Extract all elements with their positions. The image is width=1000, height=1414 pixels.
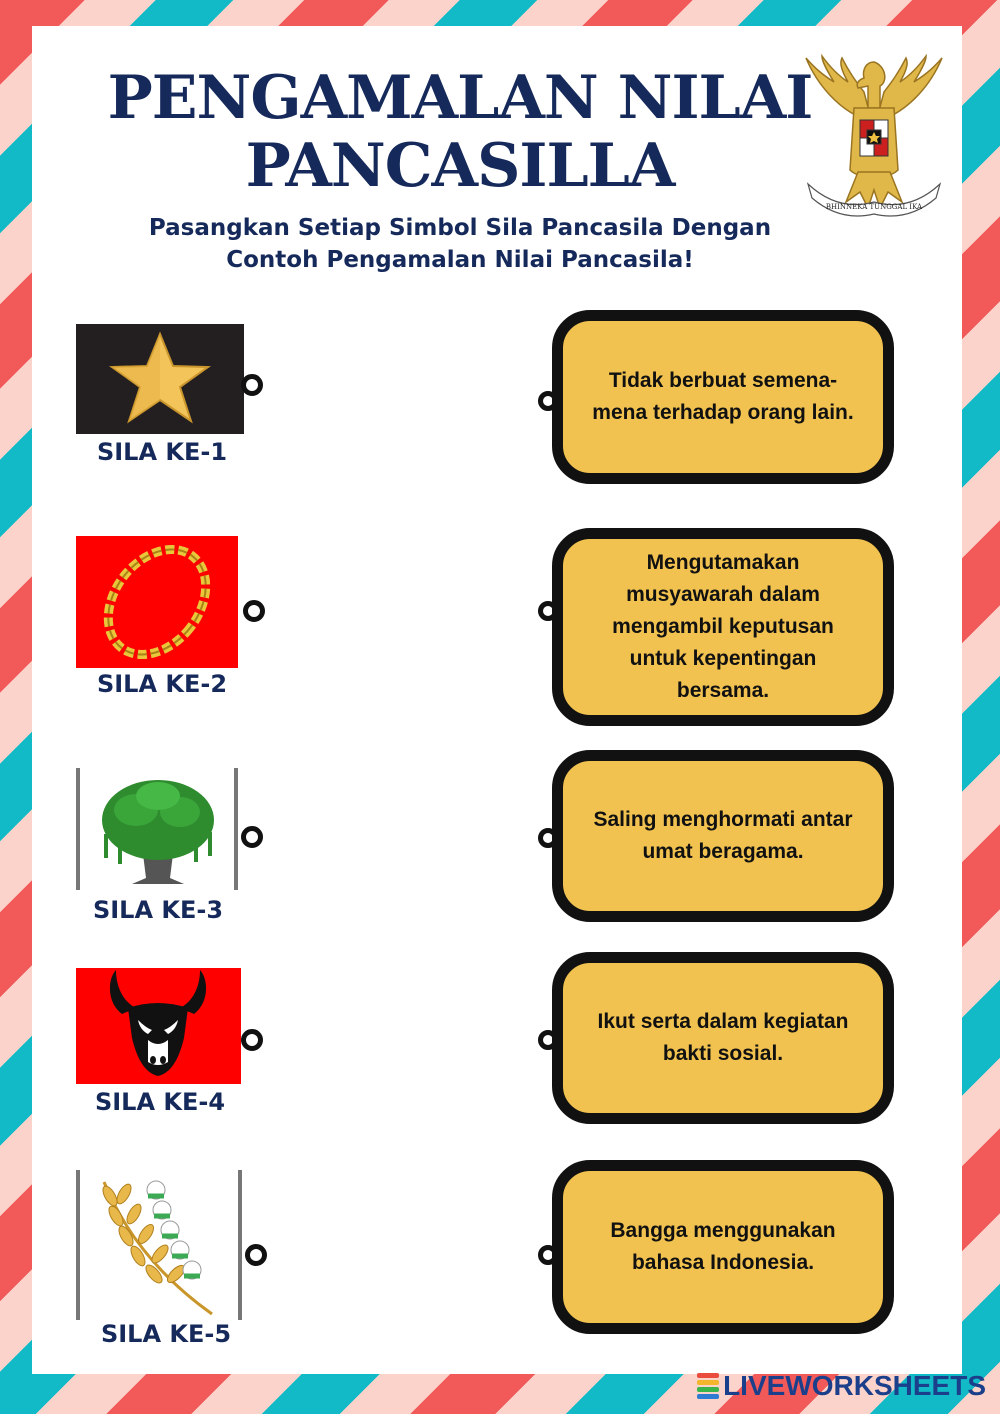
answer-card-2[interactable]: Mengutamakan musyawarah dalam mengambil keputusan untuk kepentingan bersama. — [552, 528, 894, 726]
sila-2-symbol — [76, 536, 238, 668]
brand-text: LIVEWORKSHEETS — [723, 1370, 986, 1401]
emblem-motto: BHINNEKA TUNGGAL IKA — [825, 203, 923, 211]
sila-3-symbol — [76, 768, 240, 890]
answer-card-3[interactable]: Saling menghormati antar umat beragama. — [552, 750, 894, 922]
garuda-pancasila-emblem-icon — [798, 52, 950, 220]
answer-card-4[interactable]: Ikut serta dalam kegiatan bakti sosial. — [552, 952, 894, 1124]
answer-card-1[interactable]: Tidak berbuat semena-mena terhadap orang lain. — [552, 310, 894, 484]
sila-1-connector-dot[interactable] — [241, 374, 263, 396]
sila-4-symbol — [76, 968, 241, 1084]
sila-4-connector-dot[interactable] — [241, 1029, 263, 1051]
sila-1-symbol — [76, 324, 244, 434]
sila-5-connector-dot[interactable] — [245, 1244, 267, 1266]
sila-2-connector-dot[interactable] — [243, 600, 265, 622]
sila-1-label: SILA KE-1 — [96, 438, 228, 466]
sila-3-connector-dot[interactable] — [241, 826, 263, 848]
sila-2-label: SILA KE-2 — [96, 670, 228, 698]
sila-5-symbol — [76, 1170, 242, 1320]
liveworksheets-brand — [697, 1370, 986, 1402]
sila-3-label: SILA KE-3 — [92, 896, 224, 924]
sila-5-label: SILA KE-5 — [100, 1320, 232, 1348]
answer-card-5[interactable]: Bangga menggunakan bahasa Indonesia. — [552, 1160, 894, 1334]
sila-4-label: SILA KE-4 — [94, 1088, 226, 1116]
page-title: PENGAMALAN NILAI PANCASILLA — [107, 63, 813, 201]
liveworksheets-logo-icon — [697, 1373, 719, 1399]
instructions: Pasangkan Setiap Simbol Sila Pancasila Dengan Contoh Pengamalan Nilai Pancasila! — [148, 215, 772, 273]
